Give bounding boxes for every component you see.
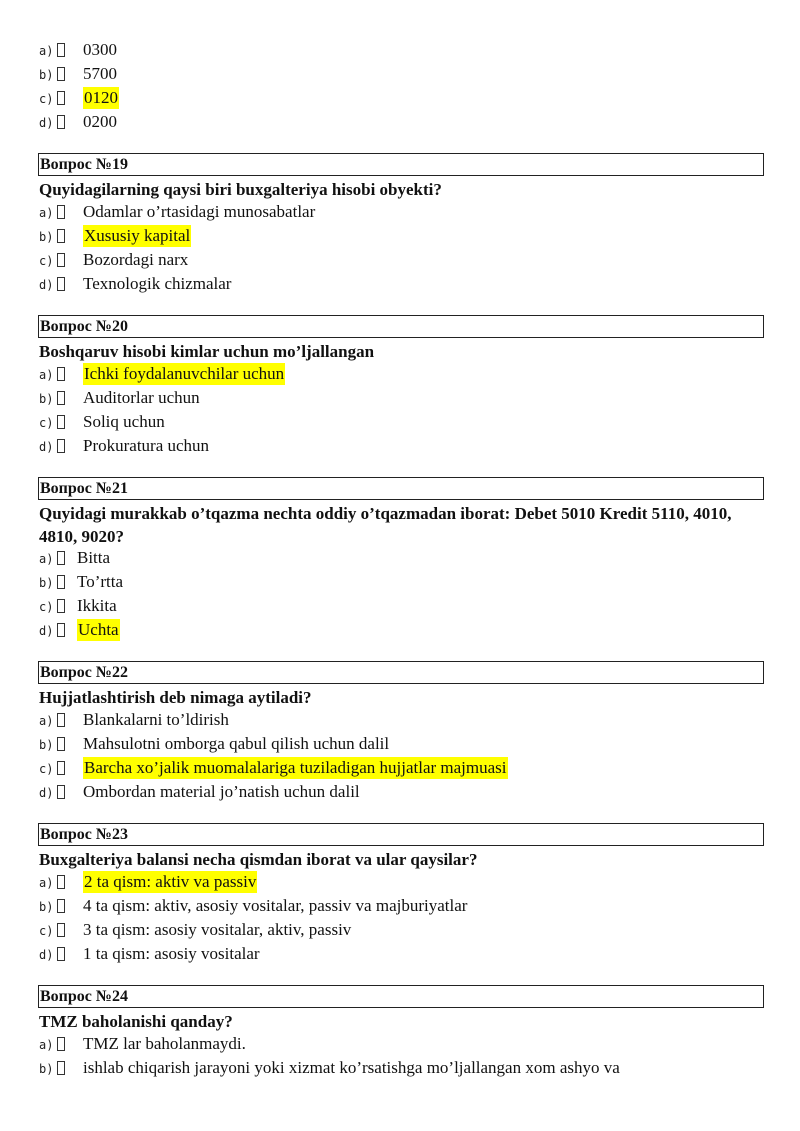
- option-text: Blankalarni to’ldirish: [83, 710, 229, 729]
- option-letter: b): [39, 1062, 54, 1076]
- option-letter: c): [39, 924, 54, 938]
- option-text-correct: Barcha xo’jalik muomalalariga tuziladigan hujjatlar majmuasi: [84, 758, 507, 777]
- checkbox-icon: [57, 551, 65, 565]
- option-letter: d): [39, 440, 54, 454]
- checkbox-icon: [57, 947, 65, 961]
- checkbox-icon: [57, 785, 65, 799]
- option-text: Prokuratura uchun: [83, 436, 210, 455]
- option-letter: c): [39, 762, 54, 776]
- checkbox-icon: [57, 1037, 65, 1051]
- question-header: Вопрос №24: [38, 985, 764, 1008]
- option-letter: d): [39, 278, 54, 292]
- question-header: Вопрос №23: [38, 823, 764, 846]
- option-letter: d): [39, 116, 54, 130]
- checkbox-icon: [57, 67, 65, 81]
- option-text-correct: Xususiy kapital: [84, 226, 191, 245]
- option-letter: c): [39, 92, 54, 106]
- checkbox-icon: [57, 277, 65, 291]
- option-text: Mahsulotni omborga qabul qilish uchun dalil: [83, 734, 390, 753]
- checkbox-icon: [57, 91, 65, 105]
- checkbox-icon: [57, 575, 65, 589]
- checkbox-icon: [57, 923, 65, 937]
- checkbox-icon: [57, 367, 65, 381]
- option-letter: c): [39, 254, 54, 268]
- option-text: Auditorlar uchun: [83, 388, 200, 407]
- question-header: Вопрос №21: [38, 477, 764, 500]
- checkbox-icon: [57, 229, 65, 243]
- option-text: Odamlar o’rtasidagi munosabatlar: [83, 202, 316, 221]
- option-letter: a): [39, 1038, 54, 1052]
- question-text: Boshqaruv hisobi kimlar uchun mo’ljallangan: [39, 342, 375, 361]
- option-text: Texnologik chizmalar: [83, 274, 232, 293]
- question-text: Hujjatlashtirish deb nimaga aytiladi?: [39, 688, 312, 707]
- option-text: 3 ta qism: asosiy vositalar, aktiv, passiv: [83, 920, 352, 939]
- option-letter: a): [39, 876, 54, 890]
- option-text: ishlab chiqarish jarayoni yoki xizmat ko’rsatishga mo’ljallangan xom ashyo va: [83, 1058, 620, 1077]
- option-text: Bozordagi narx: [83, 250, 189, 269]
- option-letter: b): [39, 392, 54, 406]
- checkbox-icon: [57, 737, 65, 751]
- option-text: 4 ta qism: aktiv, asosiy vositalar, passiv va majburiyatlar: [83, 896, 468, 915]
- option-text: Ombordan material jo’natish uchun dalil: [83, 782, 360, 801]
- checkbox-icon: [57, 599, 65, 613]
- question-header: Вопрос №19: [38, 153, 764, 176]
- option-text: Soliq uchun: [83, 412, 165, 431]
- checkbox-icon: [57, 415, 65, 429]
- option-text: 0300: [83, 40, 117, 59]
- option-letter: a): [39, 206, 54, 220]
- question-text: Quyidagilarning qaysi biri buxgalteriya hisobi obyekti?: [39, 180, 442, 199]
- checkbox-icon: [57, 43, 65, 57]
- question-text: TMZ baholanishi qanday?: [39, 1012, 233, 1031]
- question-header: Вопрос №22: [38, 661, 764, 684]
- checkbox-icon: [57, 391, 65, 405]
- option-letter: c): [39, 600, 54, 614]
- option-letter: b): [39, 230, 54, 244]
- option-text: 1 ta qism: asosiy vositalar: [83, 944, 260, 963]
- option-text: To’rtta: [77, 572, 124, 591]
- question-text: Buxgalteriya balansi necha qismdan iborat va ular qaysilar?: [39, 850, 478, 869]
- option-text-correct: Ichki foydalanuvchilar uchun: [84, 364, 285, 383]
- checkbox-icon: [57, 1061, 65, 1075]
- checkbox-icon: [57, 761, 65, 775]
- checkbox-icon: [57, 713, 65, 727]
- option-letter: b): [39, 576, 54, 590]
- option-letter: d): [39, 624, 54, 638]
- option-text: 5700: [83, 64, 117, 83]
- checkbox-icon: [57, 875, 65, 889]
- option-letter: a): [39, 44, 54, 58]
- checkbox-icon: [57, 205, 65, 219]
- option-text: Bitta: [77, 548, 111, 567]
- checkbox-icon: [57, 623, 65, 637]
- checkbox-icon: [57, 439, 65, 453]
- option-letter: b): [39, 900, 54, 914]
- option-letter: c): [39, 416, 54, 430]
- option-text-correct: 0120: [84, 88, 118, 107]
- option-letter: a): [39, 552, 54, 566]
- option-text: TMZ lar baholanmaydi.: [83, 1034, 246, 1053]
- option-text: 0200: [83, 112, 117, 131]
- question-header: Вопрос №20: [38, 315, 764, 338]
- option-letter: b): [39, 738, 54, 752]
- option-text-correct: Uchta: [78, 620, 119, 639]
- option-text: Ikkita: [77, 596, 117, 615]
- checkbox-icon: [57, 115, 65, 129]
- option-letter: d): [39, 786, 54, 800]
- option-letter: d): [39, 948, 54, 962]
- checkbox-icon: [57, 899, 65, 913]
- option-letter: b): [39, 68, 54, 82]
- option-text-correct: 2 ta qism: aktiv va passiv: [84, 872, 257, 891]
- option-letter: a): [39, 368, 54, 382]
- option-letter: a): [39, 714, 54, 728]
- question-text: Quyidagi murakkab o’tqazma nechta oddiy o’tqazmadan iborat: Debet 5010 Kredit 5110, 4010, 4810, 9020?: [39, 504, 732, 546]
- checkbox-icon: [57, 253, 65, 267]
